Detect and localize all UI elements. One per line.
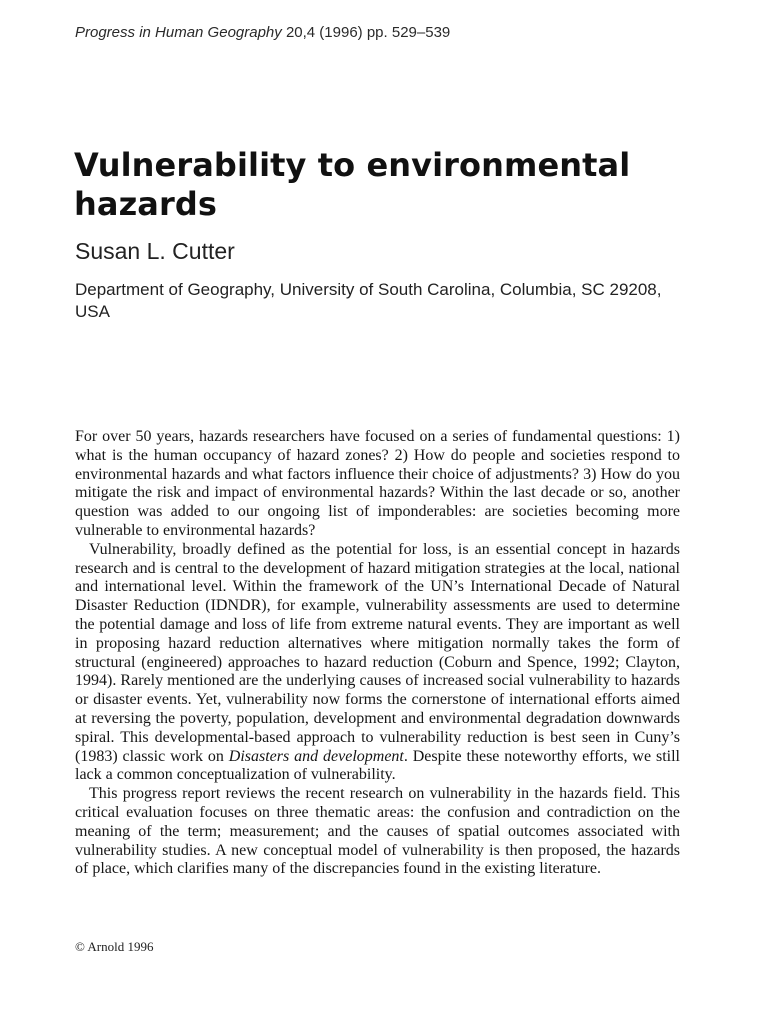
paragraph-3: This progress report reviews the recent research on vulnerability in the hazards field. This critical evaluation focuses on three thematic areas: the confusion and contradiction on the meaning of the term; measurement; and the causes of spatial outcomes associated with vulnerability studies. A new conceptual model of vulnerability is then proposed, the hazards of place, which clarifies many of the discrepancies found in the existing literature. (75, 785, 680, 878)
paragraph-2 (75, 541, 680, 785)
article-body (75, 428, 680, 879)
paragraph-2-part-a: Vulnerability, broadly defined as the potential for loss, is an essential concept in hazards research and is central to the development of hazard mitigation strategies at the local, national and international level. Within the framework of the UN’s International Decade of Natural Disaster Reduction (IDNDR), for example, vulnerability assessments are used to determine the potential damage and loss of life from extreme natural events. They are important as well in proposing hazard reduction alternatives where mitigation normally takes the form of structural (engineered) approaches to hazard reduction (Coburn and Spence, 1992; Clayton, 1994). Rarely mentioned are the underlying causes of increased social vulnerability to hazards or disaster events. Yet, vulnerability now forms the cornerstone of international efforts aimed at reversing the poverty, population, development and environmental degradation downwards spiral. This developmental-based approach to vulnerability reduction is best seen in Cuny’s (1983) classic work on (75, 540, 680, 765)
article-title: Vulnerability to environmental hazards (74, 146, 631, 223)
author-affiliation: Department of Geography, University of South Carolina, Columbia, SC 29208, USA (75, 280, 662, 321)
journal-name: Progress in Human Geography (75, 24, 282, 41)
paragraph-1: For over 50 years, hazards researchers have focused on a series of fundamental questions: 1) what is the human occupancy of hazard zones? 2) How do people and societies respond to environmental hazards and what factors influence their choice of adjustments? 3) How do you mitigate the risk and impact of environmental hazards? Within the last decade or so, another question was added to our ongoing list of imponderables: are societies becoming more vulnerable to environmental hazards? (75, 428, 680, 539)
paragraph-2-book-title: Disasters and development (228, 747, 404, 765)
article-author: Susan L. Cutter (75, 238, 235, 264)
paragraph-2-part-b: . Despite these noteworthy efforts, we still lack a common conceptualization of vulnerability. (75, 747, 680, 784)
copyright-notice: © Arnold 1996 (75, 939, 154, 954)
journal-citation (75, 24, 450, 41)
journal-volume-pages: 20,4 (1996) pp. 529–539 (281, 24, 451, 41)
